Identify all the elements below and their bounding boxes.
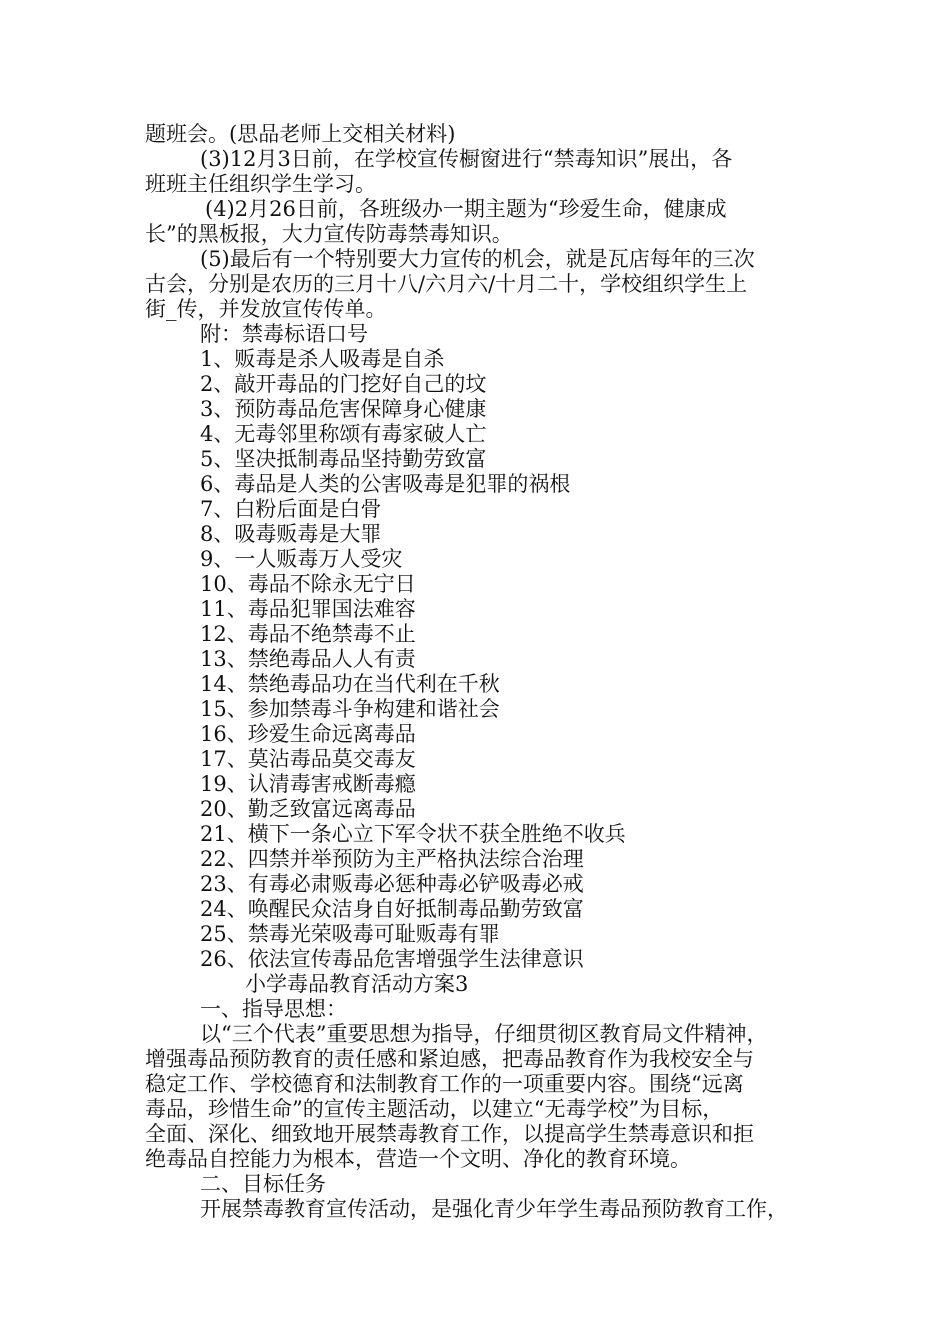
slogan-item: 24、唤醒民众洁身自好抵制毒品勤劳致富: [200, 897, 584, 921]
slogan-item: 13、禁绝毒品人人有责: [200, 647, 416, 671]
text-line: 班班主任组织学生学习。: [145, 172, 376, 196]
slogan-item: 5、坚决抵制毒品坚持勤劳致富: [200, 447, 487, 471]
text-line: 街_传，并发放宣传传单。: [145, 297, 387, 321]
slogan-item: 15、参加禁毒斗争构建和谐社会: [200, 697, 500, 721]
slogan-item: 19、认清毒害戒断毒瘾: [200, 772, 416, 796]
slogan-item: 16、珍爱生命远离毒品: [200, 722, 416, 746]
slogan-item: 25、禁毒光荣吸毒可耻贩毒有罪: [200, 922, 500, 946]
slogan-item: 26、依法宣传毒品危害增强学生法律意识: [200, 947, 584, 971]
slogan-item: 17、莫沾毒品莫交毒友: [200, 747, 416, 771]
slogan-item: 4、无毒邻里称颂有毒家破人亡: [200, 422, 487, 446]
section-heading: 二、目标任务: [200, 1172, 326, 1196]
slogan-item: 11、毒品犯罪国法难容: [200, 597, 416, 621]
slogan-item: 6、毒品是人类的公害吸毒是犯罪的祸根: [200, 472, 571, 496]
slogan-item: 21、横下一条心立下军令状不获全胜绝不收兵: [200, 822, 626, 846]
slogan-item: 7、白粉后面是白骨: [200, 497, 382, 521]
text-line: 绝毒品自控能力为根本，营造一个文明、净化的教育环境。: [145, 1147, 691, 1171]
slogan-item: 3、预防毒品危害保障身心健康: [200, 397, 487, 421]
slogan-item: 23、有毒必肃贩毒必惩种毒必铲吸毒必戒: [200, 872, 584, 896]
section-heading: 一、指导思想：: [200, 997, 347, 1021]
slogan-item: 1、贩毒是杀人吸毒是自杀: [200, 347, 445, 371]
slogan-item: 8、吸毒贩毒是大罪: [200, 522, 382, 546]
text-line: (4)2月26日前，各班级办一期主题为“珍爱生命，健康成: [205, 197, 727, 221]
text-line: 稳定工作、学校德育和法制教育工作的一项重要内容。围绕“远离: [145, 1072, 744, 1096]
text-line: 以“三个代表”重要思想为指导，仔细贯彻区教育局文件精神，: [200, 1022, 768, 1046]
text-line: 古会，分别是农历的三月十八/六月六/十月二十，学校组织学生上: [145, 272, 748, 296]
text-line: 题班会。(思品老师上交相关材料): [145, 122, 456, 146]
slogan-item: 12、毒品不绝禁毒不止: [200, 622, 416, 646]
text-line: 增强毒品预防教育的责任感和紧迫感，把毒品教育作为我校安全与: [145, 1047, 754, 1071]
slogan-item: 22、四禁并举预防为主严格执法综合治理: [200, 847, 584, 871]
slogan-item: 2、敲开毒品的门挖好自己的坟: [200, 372, 487, 396]
text-line: (5)最后有一个特别要大力宣传的机会，就是瓦店每年的三次: [200, 247, 755, 271]
text-line: 全面、深化、细致地开展禁毒教育工作，以提高学生禁毒意识和拒: [145, 1122, 754, 1146]
slogan-item: 10、毒品不除永无宁日: [200, 572, 416, 596]
text-line: 毒品，珍惜生命”的宣传主题活动，以建立“无毒学校”为目标，: [145, 1097, 724, 1121]
slogan-item: 14、禁绝毒品功在当代利在千秋: [200, 672, 500, 696]
section-title: 小学毒品教育活动方案3: [245, 972, 469, 996]
text-line: (3)12月3日前，在学校宣传橱窗进行“禁毒知识”展出，各: [200, 147, 733, 171]
slogan-item: 20、勤乏致富远离毒品: [200, 797, 416, 821]
text-line: 附：禁毒标语口号: [200, 322, 368, 346]
slogan-item: 9、一人贩毒万人受灾: [200, 547, 403, 571]
text-line: 长”的黑板报，大力宣传防毒禁毒知识。: [145, 222, 513, 246]
text-line: 开展禁毒教育宣传活动，是强化青少年学生毒品预防教育工作，: [200, 1197, 788, 1221]
